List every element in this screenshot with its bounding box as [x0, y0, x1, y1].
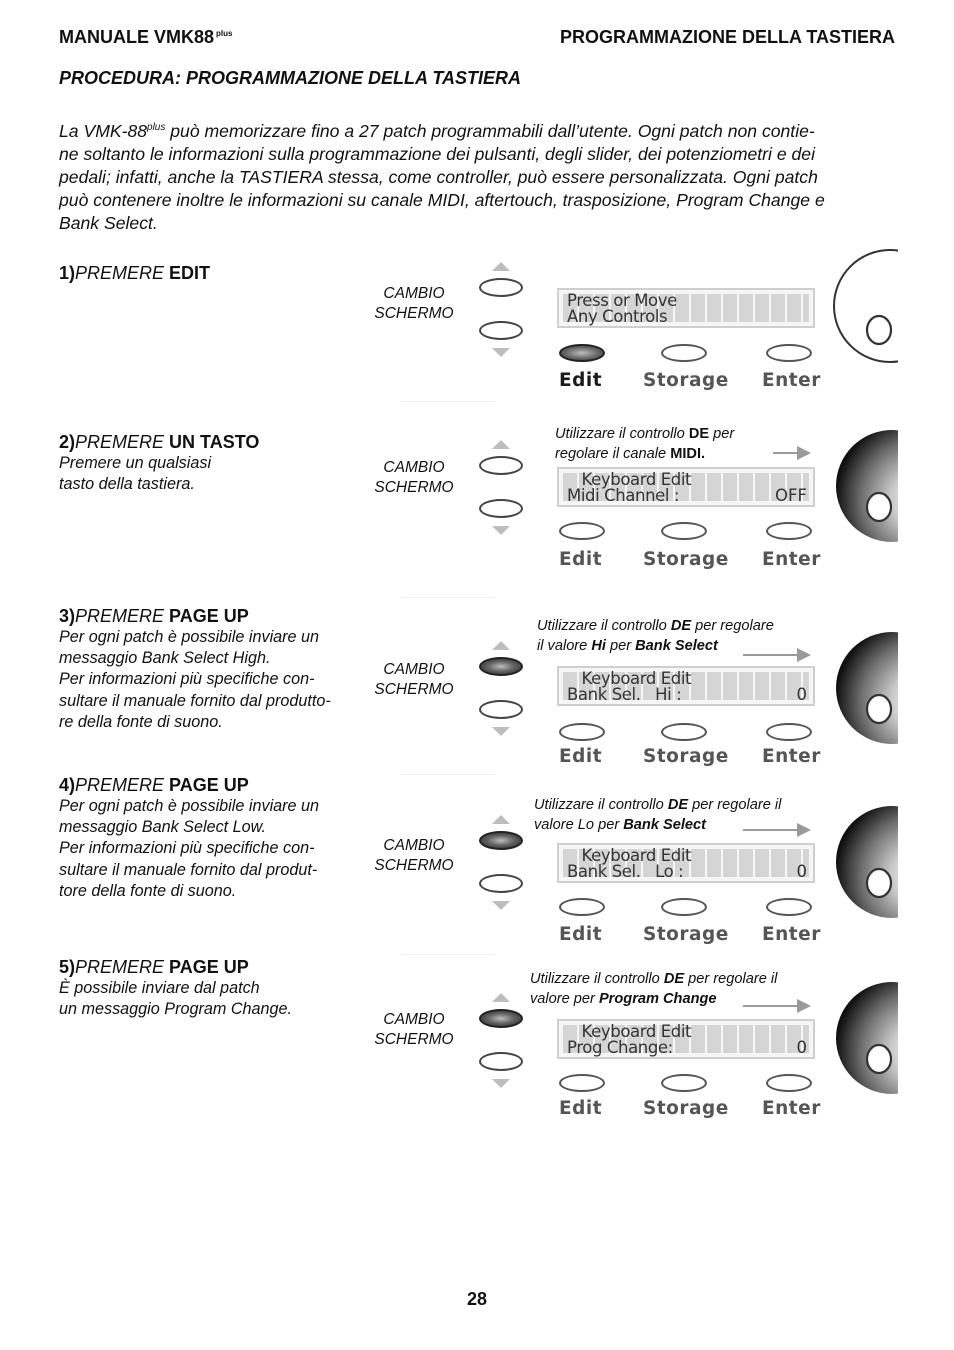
step-3-storage-label: Storage [643, 746, 729, 767]
lcd-line-2: Bank Sel. Lo : [567, 862, 684, 881]
lcd-line-2: Prog Change: [567, 1038, 673, 1057]
step-5-data-entry-dial-icon[interactable] [828, 980, 898, 1096]
lcd-line-1: Keyboard Edit [567, 470, 692, 489]
lcd-line-1: Keyboard Edit [567, 846, 692, 865]
step-2-storage-label: Storage [643, 549, 729, 570]
step-2-edit-label: Edit [559, 549, 603, 570]
step-5-page-up-arrow-icon [492, 993, 510, 1002]
step-4-divider [401, 954, 495, 955]
step-4-edit-button[interactable] [559, 898, 605, 916]
step-2-heading: 2)PREMERE UN TASTO [59, 432, 260, 452]
step-4-data-entry-dial-icon[interactable] [828, 804, 898, 920]
step-3-cambio-schermo-label: CAMBIO SCHERMO [374, 661, 454, 698]
step-5-heading: 5)PREMERE PAGE UP [59, 957, 249, 977]
step-5-lcd-display [557, 1019, 815, 1059]
step-2-storage-button[interactable] [661, 522, 707, 540]
step-4-page-up-button[interactable] [479, 831, 523, 850]
step-4-edit-label: Edit [559, 924, 603, 945]
header-plus-sup: plus [216, 29, 233, 38]
step-5-storage-label: Storage [643, 1098, 729, 1119]
step-5-note: Utilizzare il controllo DE per regolare il valore per Program Change [530, 971, 778, 1007]
step-5-edit-button[interactable] [559, 1074, 605, 1092]
step-3-page-down-button[interactable] [479, 700, 523, 719]
step-2-page-down-button[interactable] [479, 499, 523, 518]
step-4-lcd-display [557, 843, 815, 883]
step-1-storage-label: Storage [643, 370, 729, 391]
step-2-right-arrow-icon [773, 445, 811, 461]
step-3-page-down-arrow-icon [492, 727, 510, 736]
lcd-line-1: Keyboard Edit [567, 1022, 692, 1041]
lcd-value: 0 [796, 1038, 807, 1057]
step-1-edit-label: Edit [559, 370, 603, 391]
step-3-page-up-button[interactable] [479, 657, 523, 676]
lcd-value: 0 [796, 862, 807, 881]
lcd-line-1: Press or Move [567, 291, 677, 310]
step-1-edit-button[interactable] [559, 344, 605, 362]
page-number: 28 [466, 1289, 488, 1309]
lcd-value: OFF [775, 486, 807, 505]
step-1-page-down-arrow-icon [492, 348, 510, 357]
step-1-page-up-button[interactable] [479, 278, 523, 297]
step-4-page-up-arrow-icon [492, 815, 510, 824]
step-2-edit-button[interactable] [559, 522, 605, 540]
lcd-line-2: Bank Sel. Hi : [567, 685, 682, 704]
step-2-enter-label: Enter [762, 549, 821, 570]
step-4-storage-label: Storage [643, 924, 729, 945]
step-3-edit-button[interactable] [559, 723, 605, 741]
step-5-page-down-arrow-icon [492, 1079, 510, 1088]
step-3-right-arrow-icon [743, 647, 811, 663]
step-2-enter-button[interactable] [766, 522, 812, 540]
intro-paragraph: La VMK-$88^{plus}$ può memorizzare fino a 27 patch programmabili dall’utente. Ogni patch non contie- ne soltanto le informazioni sulla programmazione dei pulsanti, degli slider, dei potenziometri e dei pedali; infatti, anche la TASTIERA stessa, come controller, può essere personalizzata. Ogni patch può contenere inoltre le informazioni su canale MIDI, aftertouch, trasposizione, Program Change e Bank Select. [59, 120, 825, 233]
step-2-cambio-schermo-label: CAMBIO SCHERMO [374, 459, 454, 496]
step-4-description: Per ogni patch è possibile inviare un messaggio Bank Select Low. Per informazioni più specifiche con- sultare il manuale fornito dal produt- tore della fonte di suono. [59, 797, 320, 900]
step-4-note: Utilizzare il controllo DE per regolare il valore Lo per Bank Select [534, 797, 782, 833]
lcd-line-2: Any Controls [567, 307, 668, 326]
step-3-enter-button[interactable] [766, 723, 812, 741]
step-5-description: È possibile inviare dal patch un messaggio Program Change. [59, 979, 293, 1019]
step-1-cambio-schermo-label: CAMBIO SCHERMO [374, 285, 454, 322]
step-1-enter-label: Enter [762, 370, 821, 391]
step-3-enter-label: Enter [762, 746, 821, 767]
step-1-data-entry-dial-icon[interactable] [828, 248, 898, 364]
step-3-page-up-arrow-icon [492, 641, 510, 650]
step-4-heading: 4)PREMERE PAGE UP [59, 775, 249, 795]
header-section-title: PROGRAMMAZIONE DELLA TASTIERA [560, 27, 895, 47]
step-5-enter-label: Enter [762, 1098, 821, 1119]
step-2-lcd-display [557, 467, 815, 507]
step-3-data-entry-dial-icon[interactable] [828, 630, 898, 746]
step-3-edit-label: Edit [559, 746, 603, 767]
step-4-storage-button[interactable] [661, 898, 707, 916]
procedure-title: PROCEDURA: PROGRAMMAZIONE DELLA TASTIERA [59, 68, 521, 88]
step-3-divider [401, 774, 495, 775]
step-5-cambio-schermo-label: CAMBIO SCHERMO [374, 1011, 454, 1048]
step-4-page-down-arrow-icon [492, 901, 510, 910]
step-3-description: Per ogni patch è possibile inviare un messaggio Bank Select High. Per informazioni più specifiche con- sultare il manuale fornito dal produtto- re della fonte di suono. [59, 628, 331, 731]
lcd-line-2: Midi Channel : [567, 486, 680, 505]
step-3-lcd-display [557, 666, 815, 706]
step-3-heading: 3)PREMERE PAGE UP [59, 606, 249, 626]
step-2-description: Premere un qualsiasi tasto della tastiera. [59, 454, 212, 494]
step-4-cambio-schermo-label: CAMBIO SCHERMO [374, 837, 454, 874]
step-1-page-up-arrow-icon [492, 262, 510, 271]
step-2-note: Utilizzare il controllo DE per regolare il canale MIDI. [555, 426, 735, 462]
step-3-note: Utilizzare il controllo DE per regolare il valore Hi per Bank Select [537, 618, 774, 654]
step-4-right-arrow-icon [743, 822, 811, 838]
step-2-page-up-button[interactable] [479, 456, 523, 475]
step-2-page-up-arrow-icon [492, 440, 510, 449]
step-4-enter-button[interactable] [766, 898, 812, 916]
step-5-page-up-button[interactable] [479, 1009, 523, 1028]
header-manual-title: MANUALE VMK88 $^{plus}$ [59, 27, 233, 47]
lcd-value: 0 [796, 685, 807, 704]
step-2-page-down-arrow-icon [492, 526, 510, 535]
step-5-page-down-button[interactable] [479, 1052, 523, 1071]
step-5-enter-button[interactable] [766, 1074, 812, 1092]
step-1-divider [401, 401, 495, 402]
step-4-enter-label: Enter [762, 924, 821, 945]
step-2-divider [401, 597, 495, 598]
step-1-lcd-display [557, 288, 815, 328]
step-5-storage-button[interactable] [661, 1074, 707, 1092]
step-2-data-entry-dial-icon[interactable] [828, 428, 898, 544]
step-4-page-down-button[interactable] [479, 874, 523, 893]
step-1-page-down-button[interactable] [479, 321, 523, 340]
step-1-enter-button[interactable] [766, 344, 812, 362]
step-1-heading: 1)PREMERE EDIT [59, 263, 211, 283]
step-3-storage-button[interactable] [661, 723, 707, 741]
step-5-edit-label: Edit [559, 1098, 603, 1119]
step-1-storage-button[interactable] [661, 344, 707, 362]
step-5-right-arrow-icon [743, 998, 811, 1014]
lcd-line-1: Keyboard Edit [567, 669, 692, 688]
